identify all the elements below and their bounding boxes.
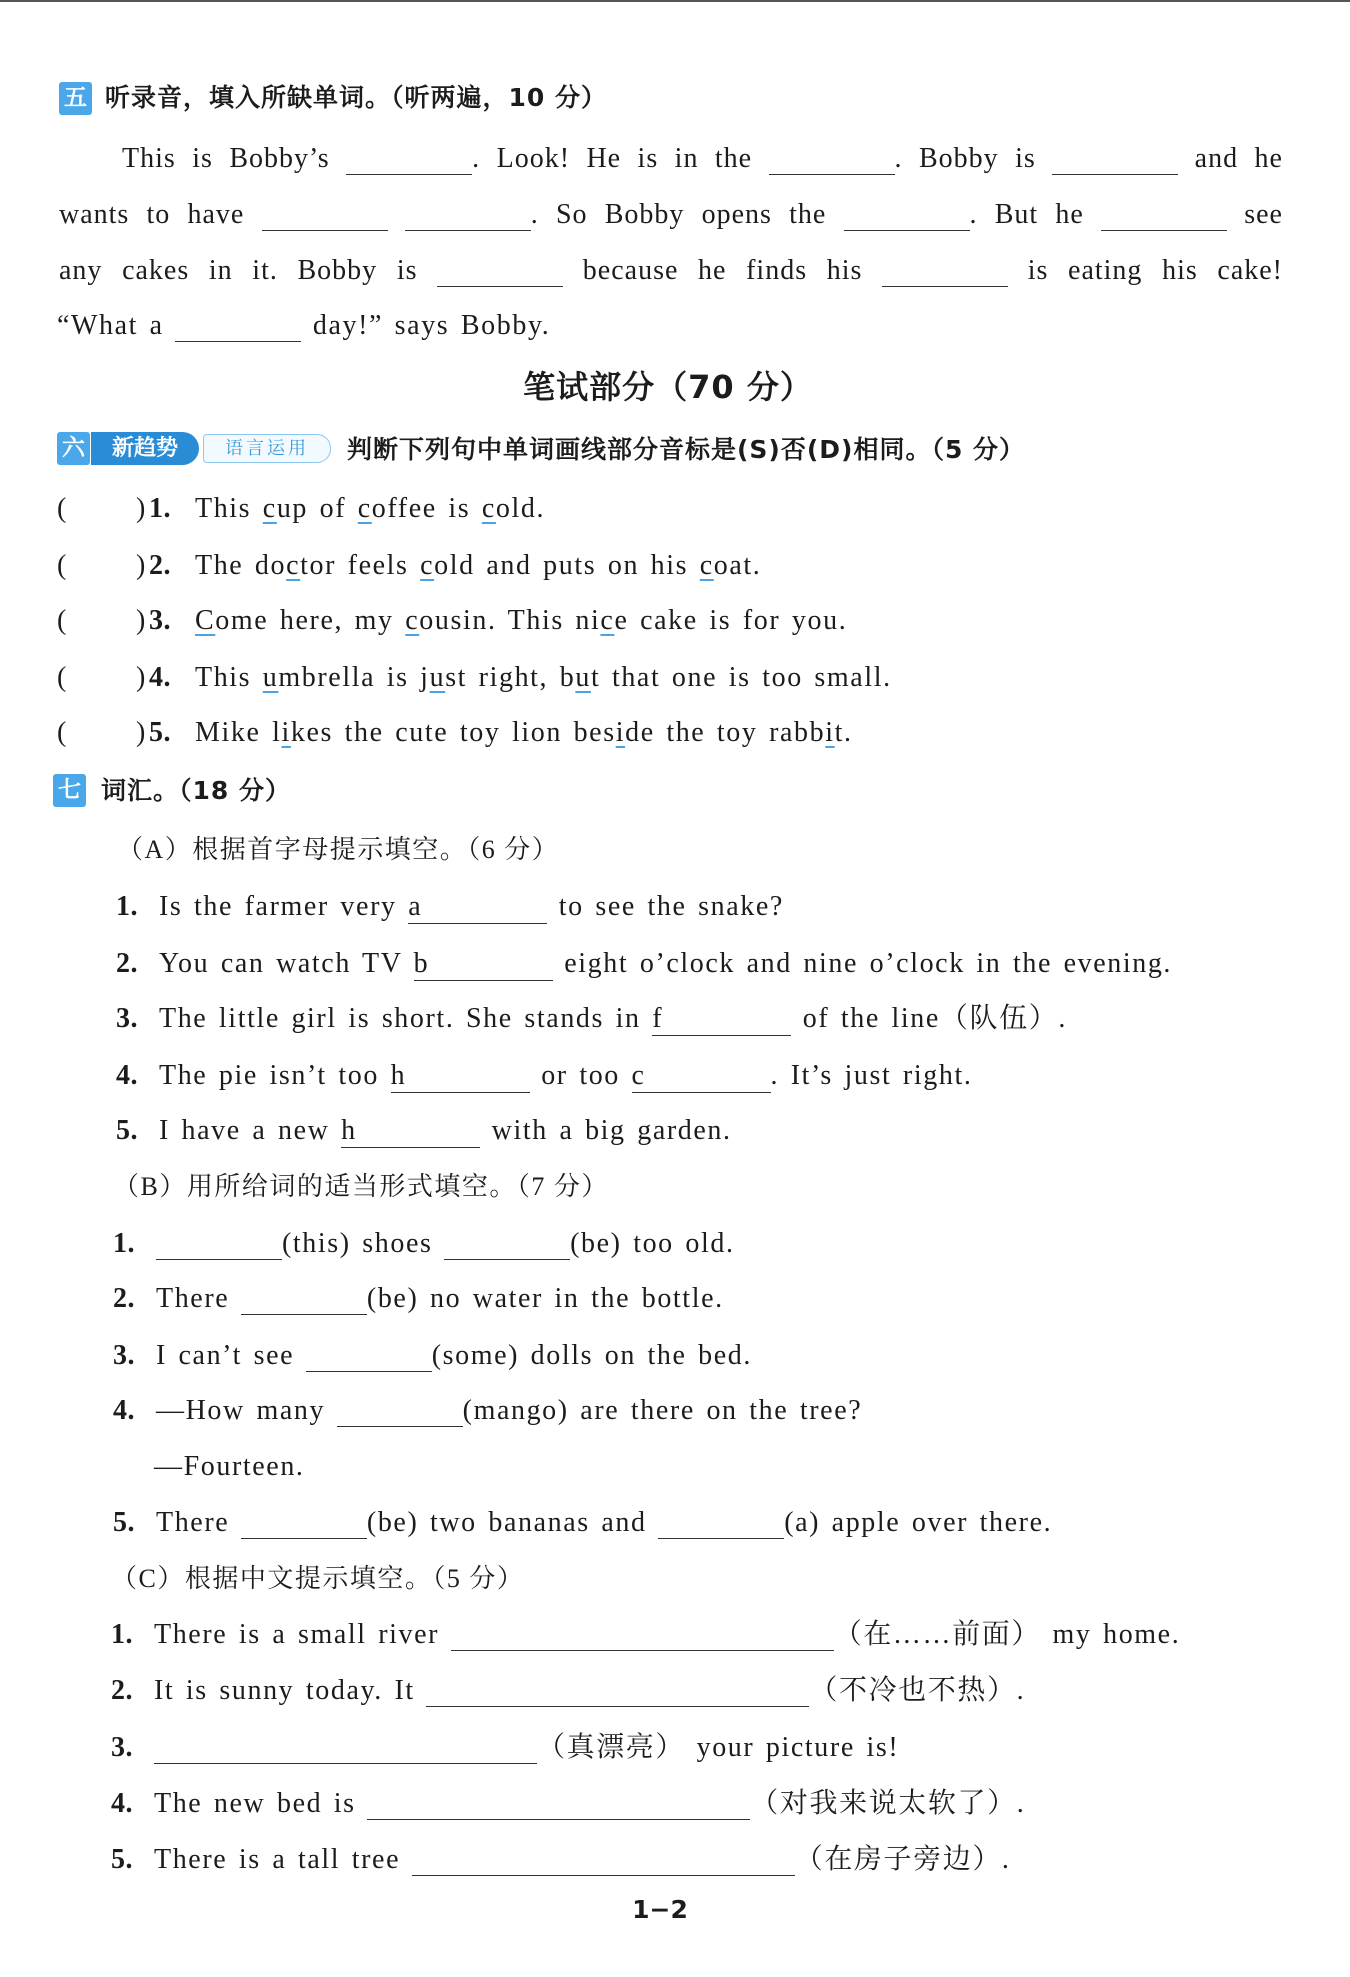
item-number: 5. [116, 1115, 138, 1146]
answer-blank[interactable] [154, 1735, 537, 1764]
underlined-letter: u [429, 662, 446, 693]
page-number: 1−2 [632, 1895, 688, 1924]
underlined-letter: c [481, 493, 496, 524]
text-segment: t. [834, 717, 853, 748]
judge-item-3 [0, 603, 1350, 639]
text-segment: (a) apple over there. [784, 1507, 1053, 1538]
answer-blank[interactable] [341, 1116, 480, 1148]
item-number: 3. [111, 1732, 133, 1763]
language-use-tag: 语言运用 [203, 434, 331, 463]
item-number: 4. [149, 662, 171, 693]
answer-blank[interactable] [882, 258, 1008, 287]
sentence [154, 1730, 899, 1766]
sentence [154, 1673, 1025, 1709]
page-top-border [0, 0, 1350, 2]
judge-item-1 [0, 491, 1350, 527]
section-five-icon: 五 [59, 82, 92, 115]
answer-blank[interactable] [306, 1343, 432, 1372]
text-segment: (mango) are there on the tree? [462, 1395, 863, 1426]
part-b-item-3 [0, 1338, 1350, 1374]
sentence [159, 889, 784, 925]
text-segment: is eating his cake! [1008, 255, 1283, 286]
sentence [159, 1058, 972, 1094]
passage-line-3 [59, 253, 1283, 289]
text-segment: oat. [713, 550, 762, 581]
answer-blank[interactable] [437, 258, 563, 287]
part-b-item-2 [0, 1281, 1350, 1317]
part-c-item-3 [0, 1730, 1350, 1766]
sentence [154, 1617, 1180, 1653]
text-segment: The do [195, 550, 287, 581]
sentence [154, 1786, 1025, 1822]
section-six-icon: 六 [57, 432, 90, 465]
answer-blank[interactable] [241, 1510, 367, 1539]
underlined-letter: c [699, 550, 714, 581]
text-segment: . Bobby is [894, 143, 1053, 174]
answer-blank[interactable] [426, 1678, 809, 1707]
text-segment: any cakes in it. Bobby is [59, 255, 438, 286]
underlined-letter: u [575, 662, 591, 693]
underlined-letter: C [195, 605, 216, 636]
text-segment: （在房子旁边）. [794, 1844, 1011, 1875]
answer-blank[interactable] [769, 146, 895, 175]
underlined-letter: i [615, 717, 626, 748]
initial-letter-hint: h [390, 1060, 407, 1091]
answer-slot[interactable] [72, 664, 132, 692]
sentence [156, 1226, 735, 1262]
answer-paren-close: ) [136, 662, 147, 693]
answer-blank[interactable] [346, 146, 472, 175]
sentence [195, 660, 892, 696]
text-segment: There [156, 1507, 241, 1538]
item-number: 5. [113, 1507, 135, 1538]
text-segment: mbrella is j [278, 662, 430, 693]
text-segment: Mike l [195, 717, 282, 748]
text-segment: （对我来说太软了）. [750, 1788, 1026, 1819]
text-segment: eight o’clock and nine o’clock in the evening. [552, 948, 1173, 979]
part-a-item-1 [0, 889, 1350, 925]
item-number: 1. [113, 1228, 135, 1259]
text-segment: and he [1178, 143, 1283, 174]
text-segment: or too [529, 1060, 632, 1091]
part-a-item-5 [0, 1113, 1350, 1149]
underlined-letter: c [600, 605, 615, 636]
answer-blank[interactable] [844, 202, 970, 231]
text-segment: (be) two bananas and [366, 1507, 659, 1538]
answer-blank[interactable] [405, 202, 531, 231]
answer-slot[interactable] [72, 719, 132, 747]
sentence [156, 1281, 724, 1317]
text-segment: ome here, my [215, 605, 406, 636]
initial-letter-hint: a [408, 891, 423, 922]
answer-blank[interactable] [156, 1231, 282, 1260]
sentence [156, 1338, 752, 1374]
sentence [195, 603, 847, 639]
part-a-item-4 [0, 1058, 1350, 1094]
text-segment: （不冷也不热）. [809, 1675, 1026, 1706]
written-part-heading: 笔试部分（70 分） [523, 368, 813, 406]
text-segment: (this) shoes [282, 1228, 445, 1259]
answer-blank[interactable] [241, 1286, 367, 1315]
item-number: 3. [116, 1003, 138, 1034]
text-segment: It is sunny today. It [154, 1675, 427, 1706]
answer-blank[interactable] [1101, 202, 1227, 231]
part-b-item-5 [0, 1505, 1350, 1541]
part-a-item-3 [0, 1001, 1350, 1037]
text-segment: There [156, 1283, 241, 1314]
text-segment: (some) dolls on the bed. [431, 1340, 752, 1371]
judge-item-4 [0, 660, 1350, 696]
text-segment: . Look! He is in the [472, 143, 769, 174]
part-c-title: （C）根据中文提示填空。（5 分） [111, 1564, 525, 1593]
text-segment: I have a new [159, 1115, 342, 1146]
passage-line-2 [59, 197, 1283, 233]
part-b-item-4-reply [0, 1449, 1350, 1485]
answer-paren-open: ( [57, 493, 68, 524]
text-segment: “What a [57, 310, 176, 341]
text-segment: (be) too old. [570, 1228, 735, 1259]
text-segment: The pie isn’t too [159, 1060, 391, 1091]
text-segment: because he finds his [563, 255, 883, 286]
sentence [159, 1113, 732, 1149]
answer-paren-open: ( [57, 717, 68, 748]
text-segment: This [195, 493, 263, 524]
text-segment: (be) no water in the bottle. [366, 1283, 724, 1314]
section-seven-title: 词汇。（18 分） [101, 776, 291, 805]
judge-item-2 [0, 548, 1350, 584]
text-segment: This is Bobby’s [122, 143, 347, 174]
item-number: 2. [113, 1283, 135, 1314]
part-a-item-2 [0, 946, 1350, 982]
text-segment: with a big garden. [480, 1115, 732, 1146]
text-segment: （真漂亮） your picture is! [537, 1732, 900, 1763]
answer-paren-close: ) [136, 493, 147, 524]
text-segment: The new bed is [154, 1788, 368, 1819]
initial-letter-hint: c [631, 1060, 646, 1091]
text-segment: I can’t see [156, 1340, 306, 1371]
section-five-title: 听录音，填入所缺单词。（听两遍，10 分） [105, 83, 607, 112]
answer-paren-close: ) [136, 605, 147, 636]
answer-blank[interactable] [414, 949, 553, 981]
answer-blank[interactable] [391, 1061, 530, 1093]
answer-blank[interactable] [262, 202, 388, 231]
answer-blank[interactable] [1052, 146, 1178, 175]
text-segment: （在……前面） my home. [833, 1619, 1181, 1650]
text-segment: There is a small river [154, 1619, 451, 1650]
text-segment: of the line（队伍）. [791, 1003, 1067, 1034]
text-segment: . It’s just right. [770, 1060, 973, 1091]
item-number: 1. [149, 493, 171, 524]
section-seven-icon: 七 [53, 774, 86, 807]
item-number: 3. [113, 1340, 135, 1371]
part-c-item-4 [0, 1786, 1350, 1822]
section-six-title: 判断下列句中单词画线部分音标是(S)否(D)相同。（5 分） [347, 435, 1026, 464]
text-segment: This [195, 662, 263, 693]
text-segment: The little girl is short. She stands in [159, 1003, 653, 1034]
answer-slot[interactable] [72, 607, 132, 635]
part-b-item-4 [0, 1393, 1350, 1429]
text-segment [388, 199, 405, 230]
answer-blank[interactable] [412, 1847, 795, 1876]
answer-blank[interactable] [444, 1231, 570, 1260]
text-segment: st right, b [445, 662, 576, 693]
underlined-letter: c [357, 493, 372, 524]
sentence [156, 1505, 1052, 1541]
part-c-item-5 [0, 1842, 1350, 1878]
part-b-title: （B）用所给词的适当形式填空。（7 分） [113, 1172, 609, 1201]
underlined-letter: i [825, 717, 835, 748]
underlined-letter: u [262, 662, 279, 693]
text-segment: tor feels [300, 550, 421, 581]
passage-line-4 [57, 308, 550, 344]
answer-paren-open: ( [57, 605, 68, 636]
text-segment: e cake is for you. [614, 605, 848, 636]
item-number: 5. [111, 1844, 133, 1875]
answer-blank[interactable] [451, 1622, 834, 1651]
text-segment: to see the snake? [547, 891, 784, 922]
new-trend-badge: 新趋势 [91, 432, 199, 465]
part-c-item-2 [0, 1673, 1350, 1709]
answer-blank[interactable] [652, 1004, 791, 1036]
text-segment: . So Bobby opens the [530, 199, 844, 230]
passage-line-1 [122, 141, 1283, 177]
sentence [195, 548, 761, 584]
answer-blank[interactable] [175, 313, 301, 342]
text-segment: t that one is too small. [590, 662, 892, 693]
text-segment: wants to have [59, 199, 262, 230]
answer-blank[interactable] [632, 1061, 771, 1093]
text-segment: kes the cute toy lion bes [290, 717, 616, 748]
item-number: 2. [111, 1675, 133, 1706]
item-number: 4. [113, 1395, 135, 1426]
item-number: 5. [149, 717, 171, 748]
answer-blank[interactable] [337, 1398, 463, 1427]
item-number: 4. [111, 1788, 133, 1819]
text-segment: day!” says Bobby. [301, 310, 551, 341]
reply-text: —Fourteen. [154, 1451, 305, 1482]
underlined-letter: c [405, 605, 420, 636]
item-number: 2. [149, 550, 171, 581]
text-segment: old and puts on his [434, 550, 700, 581]
answer-slot[interactable] [72, 552, 132, 580]
underlined-letter: c [262, 493, 277, 524]
item-number: 1. [116, 891, 138, 922]
answer-blank[interactable] [408, 892, 547, 924]
text-segment: old. [495, 493, 546, 524]
answer-blank[interactable] [658, 1510, 784, 1539]
answer-paren-close: ) [136, 550, 147, 581]
sentence [195, 715, 853, 751]
item-number: 3. [149, 605, 171, 636]
text-segment: There is a tall tree [154, 1844, 412, 1875]
answer-blank[interactable] [367, 1791, 750, 1820]
text-segment: Is the farmer very [159, 891, 409, 922]
item-number: 4. [116, 1060, 138, 1091]
initial-letter-hint: f [652, 1003, 664, 1034]
text-segment: . But he [969, 199, 1102, 230]
sentence [156, 1393, 862, 1429]
sentence [195, 491, 545, 527]
text-segment: de the toy rabb [625, 717, 826, 748]
part-c-item-1 [0, 1617, 1350, 1653]
answer-paren-close: ) [136, 717, 147, 748]
underlined-letter: i [281, 717, 291, 748]
sentence [159, 946, 1172, 982]
underlined-letter: c [286, 550, 301, 581]
part-a-title: （A）根据首字母提示填空。（6 分） [117, 835, 560, 864]
text-segment: see [1227, 199, 1283, 230]
answer-paren-open: ( [57, 550, 68, 581]
part-b-item-1 [0, 1226, 1350, 1262]
sentence [159, 1001, 1067, 1037]
answer-paren-open: ( [57, 662, 68, 693]
underlined-letter: c [420, 550, 435, 581]
initial-letter-hint: h [341, 1115, 357, 1146]
text-segment: ousin. This ni [419, 605, 601, 636]
item-number: 2. [116, 948, 138, 979]
answer-slot[interactable] [72, 495, 132, 523]
text-segment: offee is [371, 493, 482, 524]
text-segment: —How many [156, 1395, 337, 1426]
initial-letter-hint: b [413, 948, 430, 979]
judge-item-5 [0, 715, 1350, 751]
item-number: 1. [111, 1619, 133, 1650]
text-segment: You can watch TV [159, 948, 414, 979]
sentence [154, 1842, 1011, 1878]
text-segment: up of [276, 493, 358, 524]
